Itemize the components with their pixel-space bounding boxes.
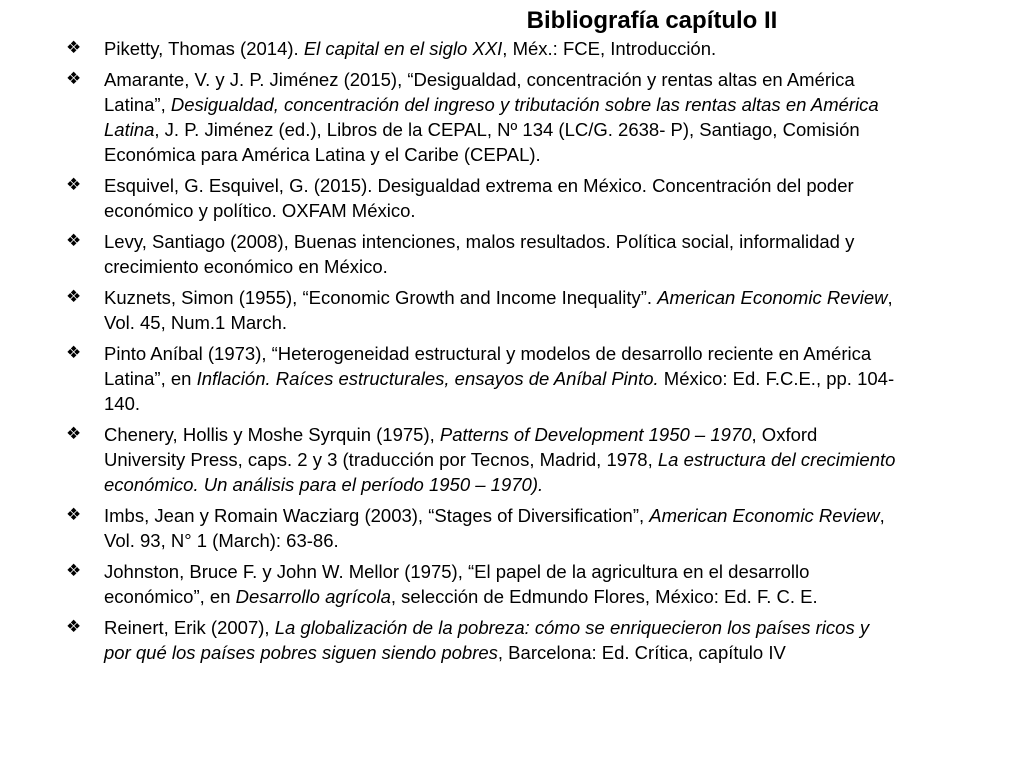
list-item	[66, 229, 896, 279]
list-item	[66, 503, 896, 553]
reference-text: , Oxford University Press, caps. 2 y 3 (traducción por Tecnos, Madrid, 1978,	[104, 424, 818, 470]
four-diamond-bullet-icon: ❖	[66, 617, 82, 637]
four-diamond-bullet-icon: ❖	[66, 231, 82, 251]
reference-text: Johnston, Bruce F. y John W. Mellor (1975), “El papel de la agricultura en el desarrollo económico”, en	[104, 561, 810, 607]
reference-list	[66, 36, 896, 671]
four-diamond-bullet-icon: ❖	[66, 505, 82, 525]
four-diamond-bullet-icon: ❖	[66, 38, 82, 58]
reference-title-text: La estructura del crecimiento económico. Un análisis para el período 1950 – 1970).	[104, 449, 896, 495]
reference-text: Amarante, V. y J. P. Jiménez (2015), “Desigualdad, concentración y rentas altas en América Latina”,	[104, 69, 855, 115]
list-item	[66, 615, 896, 665]
reference-text: Piketty, Thomas (2014).	[104, 38, 304, 59]
reference-text: Imbs, Jean y Romain Wacziarg (2003), “Stages of Diversification”,	[104, 505, 650, 526]
reference-text: , selección de Edmundo Flores, México: Ed. F. C. E.	[390, 586, 818, 607]
reference-text: Levy, Santiago (2008), Buenas intenciones, malos resultados. Política social, informalidad y crecimiento económico en México.	[104, 231, 855, 277]
reference-text: , Méx.: FCE, Introducción.	[502, 38, 717, 59]
reference-text: , Vol. 45, Num.1 March.	[104, 287, 893, 333]
reference-text: Pinto Aníbal (1973), “Heterogeneidad estructural y modelos de desarrollo reciente en América Latina”, en	[104, 343, 872, 389]
four-diamond-bullet-icon: ❖	[66, 343, 82, 363]
four-diamond-bullet-icon: ❖	[66, 175, 82, 195]
list-item	[66, 285, 896, 335]
four-diamond-bullet-icon: ❖	[66, 424, 82, 444]
reference-text: México: Ed. F.C.E., pp. 104-140.	[104, 368, 895, 414]
four-diamond-bullet-icon: ❖	[66, 69, 82, 89]
reference-text: Esquivel, G. Esquivel, G. (2015). Desigualdad extrema en México. Concentración del poder económico y político. OXFAM México.	[104, 175, 854, 221]
list-item	[66, 341, 896, 416]
page-title: Bibliografía capítulo II	[526, 7, 778, 34]
four-diamond-bullet-icon: ❖	[66, 287, 82, 307]
four-diamond-bullet-icon: ❖	[66, 561, 82, 581]
reference-title-text: Patterns of Development 1950 – 1970	[439, 424, 752, 445]
reference-title-text: Desarrollo agrícola	[235, 586, 391, 607]
reference-title-text: La globalización de la pobreza: cómo se enriquecieron los países ricos y por qué los países pobres siguen siendo pobres	[104, 617, 870, 663]
reference-text: Reinert, Erik (2007),	[104, 617, 275, 638]
reference-title-text: El capital en el siglo XXI	[303, 38, 503, 59]
reference-title-text: Inflación. Raíces estructurales, ensayos de Aníbal Pinto.	[196, 368, 659, 389]
list-item	[66, 36, 896, 61]
reference-text: , Barcelona: Ed. Crítica, capítulo IV	[497, 642, 786, 663]
list-item	[66, 173, 896, 223]
reference-text: Kuznets, Simon (1955), “Economic Growth and Income Inequality”.	[104, 287, 658, 308]
reference-title-text: American Economic Review	[657, 287, 888, 308]
list-item	[66, 559, 896, 609]
reference-title-text: Desigualdad, concentración del ingreso y tributación sobre las rentas altas en América Latina	[104, 94, 879, 140]
list-item	[66, 67, 896, 167]
reference-text: , J. P. Jiménez (ed.), Libros de la CEPAL, Nº 134 (LC/G. 2638- P), Santiago, Comisión Económica para América Latina y el Caribe (CEPAL).	[104, 119, 860, 165]
reference-title-text: American Economic Review	[649, 505, 880, 526]
reference-text: Chenery, Hollis y Moshe Syrquin (1975),	[104, 424, 440, 445]
list-item	[66, 422, 896, 497]
reference-text: , Vol. 93, N° 1 (March): 63-86.	[104, 505, 885, 551]
